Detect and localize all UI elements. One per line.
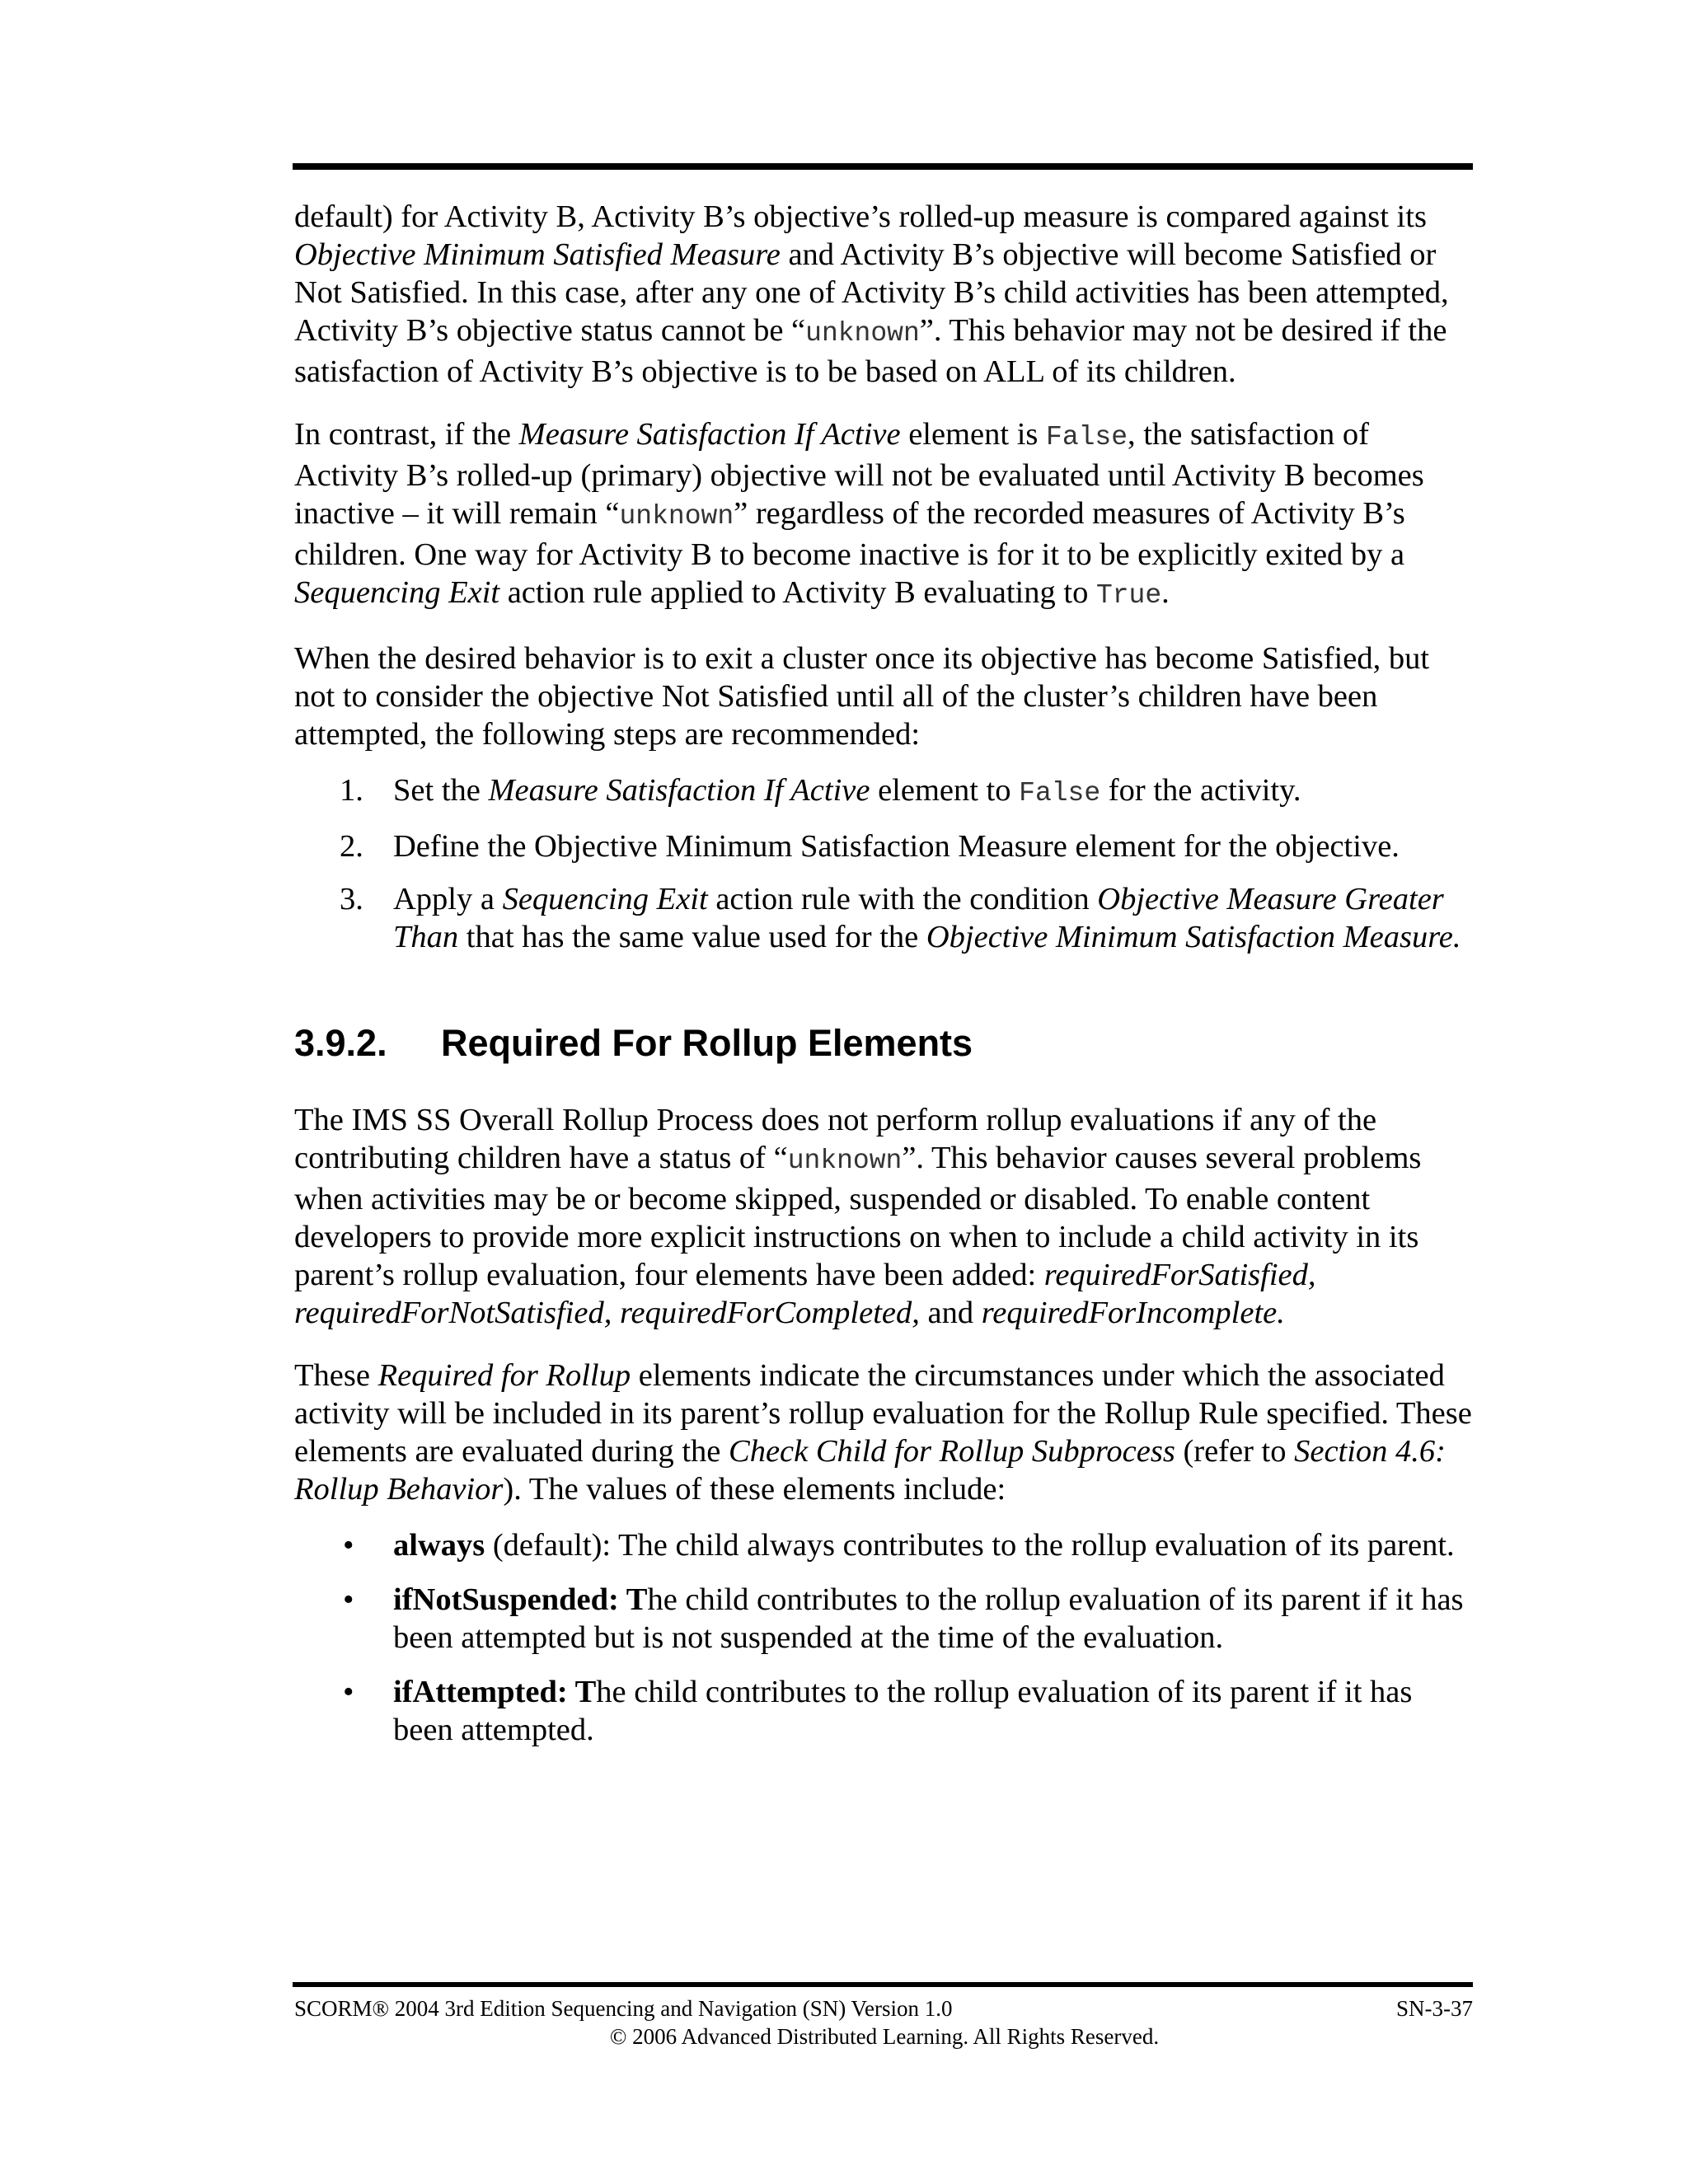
footer-page-number: SN-3-37 bbox=[1396, 1996, 1473, 2021]
page-body bbox=[294, 198, 1475, 1765]
list-item: 3. Apply a Sequencing Exit action rule with the condition Objective Measure Greater Than that has the same value used for the Objective Minimum Satisfaction Measure. bbox=[340, 882, 1461, 954]
bullet-icon: • bbox=[343, 1675, 354, 1709]
section-title: Required For Rollup Elements bbox=[441, 1022, 973, 1064]
code-unknown: unknown bbox=[805, 318, 920, 349]
paragraph-measure-satisfaction-false: In contrast, if the Measure Satisfaction If Active element is False, the satisfaction of Activity B’s rolled-up (primary) objective will not be evaluated until Activity B becomes inactive – it will remain “unknown” regardless of the recorded measures of Activity B’s children. One way for Activity B to become inactive is for it to be explicitly exited by a Sequencing Exit action rule applied to Activity B evaluating to True. bbox=[294, 417, 1424, 611]
list-item: 2. Define the Objective Minimum Satisfaction Measure element for the objective. bbox=[340, 829, 1400, 864]
code-unknown: unknown bbox=[787, 1146, 903, 1176]
rollup-values-list bbox=[294, 1526, 1475, 1749]
section-number: 3.9.2. bbox=[294, 1022, 387, 1064]
list-number: 3. bbox=[340, 882, 363, 916]
code-false: False bbox=[1046, 422, 1128, 452]
footer-rule bbox=[293, 1982, 1473, 1987]
recommended-steps-list bbox=[294, 771, 1475, 956]
footer-copyright: © 2006 Advanced Distributed Learning. All Rights Reserved. bbox=[609, 2024, 1160, 2049]
bullet-icon: • bbox=[343, 1528, 354, 1563]
list-item: • always (default): The child always contributes to the rollup evaluation of its parent. bbox=[343, 1528, 1455, 1563]
list-number: 1. bbox=[340, 773, 363, 808]
paragraph-exit-cluster: When the desired behavior is to exit a cluster once its objective has become Satisfied, but not to consider the objective Not Satisfied until all of the cluster’s children have been attempted, the following steps are recommended: bbox=[294, 641, 1430, 752]
section-heading bbox=[294, 1020, 1475, 1066]
list-item: • ifNotSuspended: The child contributes to the rollup evaluation of its parent if it has been attempted but is not suspended at the time of the evaluation. bbox=[343, 1582, 1464, 1655]
paragraph-required-for-rollup: These Required for Rollup elements indicate the circumstances under which the associated activity will be included in its parent’s rollup evaluation for the Rollup Rule specified. These elements are evaluated during the Check Child for Rollup Subprocess (refer to Section 4.6: Rollup Behavior). The values of these elements include: bbox=[294, 1358, 1472, 1507]
header-rule bbox=[293, 163, 1473, 170]
code-unknown: unknown bbox=[619, 501, 734, 532]
list-item: • ifAttempted: The child contributes to the rollup evaluation of its parent if it has been attempted. bbox=[343, 1675, 1413, 1747]
code-false: False bbox=[1019, 778, 1101, 808]
bullet-icon: • bbox=[343, 1582, 354, 1617]
footer-document-title: SCORM® 2004 3rd Edition Sequencing and Navigation (SN) Version 1.0 bbox=[294, 1996, 953, 2021]
list-number: 2. bbox=[340, 829, 363, 864]
code-true: True bbox=[1095, 580, 1162, 611]
paragraph-activity-b-rollup: default) for Activity B, Activity B’s objective’s rolled-up measure is compared against its Objective Minimum Satisfied Measure and Activity B’s objective will become Satisfied or Not Satisfied. In this case, after any one of Activity B’s child activities has been attempted, Activity B’s objective status cannot be “unknown”. This behavior may not be desired if the satisfaction of Activity B’s objective is to be based on ALL of its children. bbox=[294, 199, 1449, 389]
paragraph-rollup-process: The IMS SS Overall Rollup Process does not perform rollup evaluations if any of the contributing children have a status of “unknown”. This behavior causes several problems when activities may be or become skipped, suspended or disabled. To enable content developers to provide more explicit instructions on when to include a child activity in its parent’s rollup evaluation, four elements have been added: requiredForSatisfied, requiredForNotSatisfied, requiredForCompleted, and requiredForIncomplete. bbox=[294, 1103, 1422, 1330]
list-item: 1. Set the Measure Satisfaction If Active element to False for the activity. bbox=[340, 773, 1301, 808]
